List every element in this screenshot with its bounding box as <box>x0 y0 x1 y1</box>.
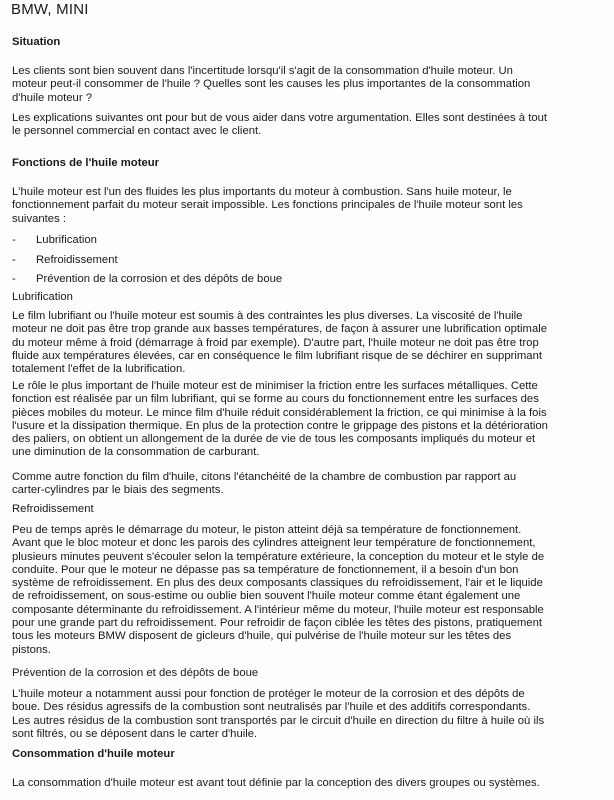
list-item-label: Refroidissement <box>36 253 118 266</box>
refroidissement-heading: Refroidissement <box>12 503 94 515</box>
list-item <box>12 234 282 254</box>
fonctions-heading: Fonctions de l'huile moteur <box>12 157 160 169</box>
list-dash: - <box>12 273 16 285</box>
situation-paragraph-1: Les clients sont bien souvent dans l'incertitude lorsqu'il s'agit de la consommation d'huile moteur. Un moteur peut-il consommer de l'huile ? Quelles sont les causes les plus importantes de la consommation d'huile moteur ? <box>12 65 531 104</box>
consommation-heading: Consommation d'huile moteur <box>12 748 175 760</box>
prevention-paragraph-1: L'huile moteur a notamment aussi pour fonction de protéger le moteur de la corrosion et des dépôts de boue. Des résidus agressifs de la combustion sont neutralisés par l'huile et des additifs correspondants. Les autres résidus de la combustion sont transportés par le circuit d'huile en direction du filtre à huile où ils sont filtrés, ou se déposent dans le carter d'huile. <box>12 688 545 740</box>
list-dash: - <box>12 234 16 246</box>
lubrification-heading: Lubrification <box>12 291 73 303</box>
list-item <box>12 273 282 293</box>
lubrification-paragraph-3: Comme autre fonction du film d'huile, citons l'étanchéité de la chambre de combustion par rapport au carter-cylindres par le biais des segments. <box>12 471 517 497</box>
list-item-label: Lubrification <box>36 234 97 246</box>
list-dash: - <box>12 253 16 266</box>
prevention-heading: Prévention de la corrosion et des dépôts de boue <box>12 667 259 679</box>
fonctions-intro: L'huile moteur est l'un des fluides les plus importants du moteur à combustion. Sans huile moteur, le fonctionnement parfait du moteur serait impossible. Les fonctions principales de l'huile moteur sont les suivantes : <box>12 186 523 225</box>
fonctions-list <box>12 234 282 293</box>
document-title: BMW, MINI <box>11 1 89 18</box>
situation-paragraph-2: Les explications suivantes ont pour but de vous aider dans votre argumentation. Elles sont destinées à tout le personnel commercial en contact avec le client. <box>12 112 548 138</box>
situation-heading: Situation <box>12 36 61 48</box>
lubrification-paragraph-2: Le rôle le plus important de l'huile moteur est de minimiser la friction entre les surfaces métalliques. Cette fonction est réalisée par un film lubrifiant, qui se forme au cours du fonctionnement entre les surfaces des pièces mobiles du moteur. Le mince film d'huile réduit considérablement la friction, ce qui minimise à la fois l'usure et la dissipation thermique. En plus de la protection contre le grippage des pistons et la détérioration des paliers, on obtient un allongement de la durée de vie de tous les composants impliqués du moteur et une diminution de la consommation de carburant. <box>12 380 548 459</box>
lubrification-paragraph-1: Le film lubrifiant ou l'huile moteur est soumis à des contraintes les plus diverses. La viscosité de l'huile moteur ne doit pas être trop grande aux basses températures, de façon à assurer une lubrification optimale du moteur même à froid (démarrage à froid par exemple). D'autre part, l'huile moteur ne doit pas être trop fluide aux températures élevées, car en conséquence le film lubrifiant risque de se déchirer en supprimant totalement l'effet de la lubrification. <box>12 310 548 376</box>
consommation-paragraph-1: La consommation d'huile moteur est avant tout définie par la conception des divers groupes ou systèmes. <box>12 777 540 789</box>
refroidissement-paragraph-1: Peu de temps après le démarrage du moteur, le piston atteint déjà sa température de fonctionnement. Avant que le bloc moteur et donc les parois des cylindres atteignent leur température de fonctionnement, plusieurs minutes peuvent s'écouler selon la température extérieure, la conception du moteur et le style de conduite. Pour que le moteur ne dépasse pas sa température de fonctionnement, il a besoin d'un bon système de refroidissement. En plus des deux composants classiques du refroidissement, l'air et le liquide de refroidissement, on sous-estime ou oublie bien souvent l'huile moteur comme étant également une composante déterminante du refroidissement. A l'intérieur même du moteur, l'huile moteur est responsable pour une grande part du refroidissement. Pour refroidir de façon ciblée les têtes des pistons, pratiquement tous les moteurs BMW disposent de gicleurs d'huile, qui pulvérise de l'huile moteur sur les têtes des pistons. <box>12 524 545 656</box>
list-item <box>12 254 282 274</box>
list-item-label: Prévention de la corrosion et des dépôts de boue <box>36 273 283 285</box>
